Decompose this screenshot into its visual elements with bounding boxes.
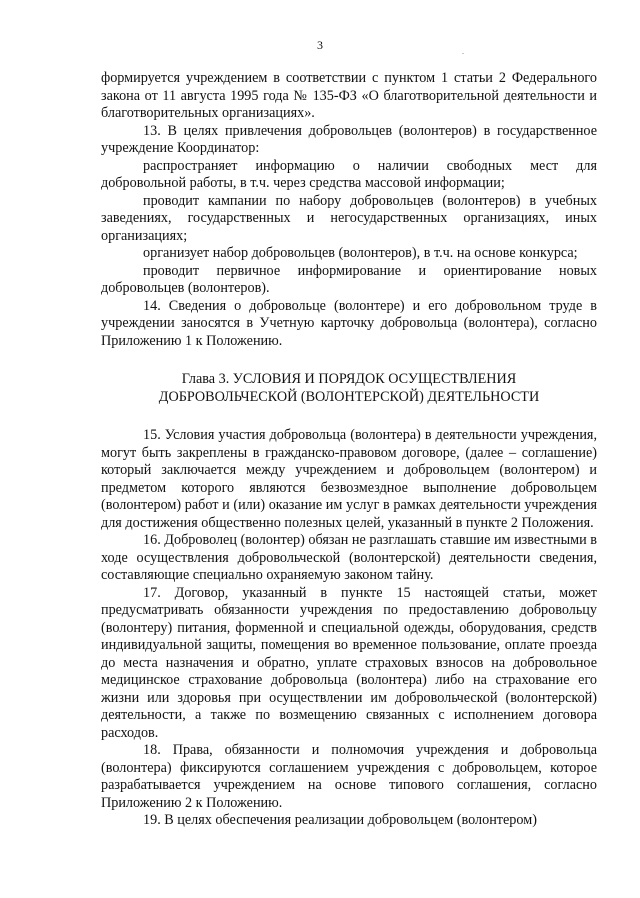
chapter-heading: Глава 3. УСЛОВИЯ И ПОРЯДОК ОСУЩЕСТВЛЕНИЯ ДОБРОВОЛЬЧЕСКОЙ (ВОЛОНТЕРСКОЙ) ДЕЯТЕЛЬНОСТИ bbox=[158, 371, 540, 405]
paragraph-13: 13. В целях привлечения добровольцев (волонтеров) в государственное учреждение Координатор: bbox=[101, 122, 597, 156]
paragraph-continuation: формируется учреждением в соответствии с пунктом 1 статьи 2 Федерального закона от 11 августа 1995 года № 135-ФЗ «О благотворительной деятельности и благотворительных организациях». bbox=[101, 70, 597, 121]
paragraph-15: 15. Условия участия добровольца (волонтера) в деятельности учреждения, могут быть закреплены в гражданско-правовом договоре, (далее – соглашение) который заключается между учреждением и добровольцем (волонтером) и предметом которого являются безвозмездное выполнение добровольцем (волонтером) работ и (или) оказание им услуг в рамках деятельности учреждения для достижения общественно полезных целей, указанный в пункте 2 Положения. bbox=[101, 427, 597, 531]
paragraph-13-item-1: распространяет информацию о наличии свободных мест для добровольной работы, в т.ч. через средства массовой информации; bbox=[101, 157, 597, 191]
paragraph-17: 17. Договор, указанный в пункте 15 настоящей статьи, может предусматривать обязанности учреждения по предоставлению добровольцу (волонтеру) питания, форменной и специальной одежды, оборудования, средств индивидуальной защиты, помещения во временное пользование, оплате проезда до места назначения и обратно, уплате страховых взносов на добровольное медицинское страхование добровольца (волонтера) либо на страхование его жизни или здоровья при осуществлении им добровольческой (волонтерской) деятельности, а также по возмещению связанных с исполнением договора расходов. bbox=[101, 584, 597, 741]
paragraph-18: 18. Права, обязанности и полномочия учреждения и добровольца (волонтера) фиксируются соглашением учреждения с добровольцем, которое разрабатывается учреждением на основе типового соглашения, согласно Приложению 2 к Положению. bbox=[101, 742, 597, 811]
paragraph-16: 16. Доброволец (волонтер) обязан не разглашать ставшие им известными в ходе осуществления добровольческой (волонтерской) деятельности сведения, составляющие специально охраняемую законом тайну. bbox=[101, 532, 597, 583]
paragraph-19: 19. В целях обеспечения реализации добровольцем (волонтером) bbox=[143, 812, 537, 828]
paragraph-13-item-3: организует набор добровольцев (волонтеров), в т.ч. на основе конкурса; bbox=[143, 245, 578, 261]
document-body bbox=[101, 70, 597, 830]
page-number: 3 bbox=[317, 38, 323, 52]
paragraph-13-item-2: проводит кампании по набору добровольцев (волонтеров) в учебных заведениях, государственных и негосударственных организациях, иных организациях; bbox=[101, 192, 597, 244]
scan-dot: . bbox=[462, 47, 464, 56]
paragraph-14: 14. Сведения о добровольце (волонтере) и его добровольном труде в учреждении заносятся в Учетную карточку добровольца (волонтера), согласно Приложению 1 к Положению. bbox=[101, 297, 597, 349]
paragraph-13-item-4: проводит первичное информирование и ориентирование новых добровольцев (волонтеров). bbox=[101, 262, 597, 296]
